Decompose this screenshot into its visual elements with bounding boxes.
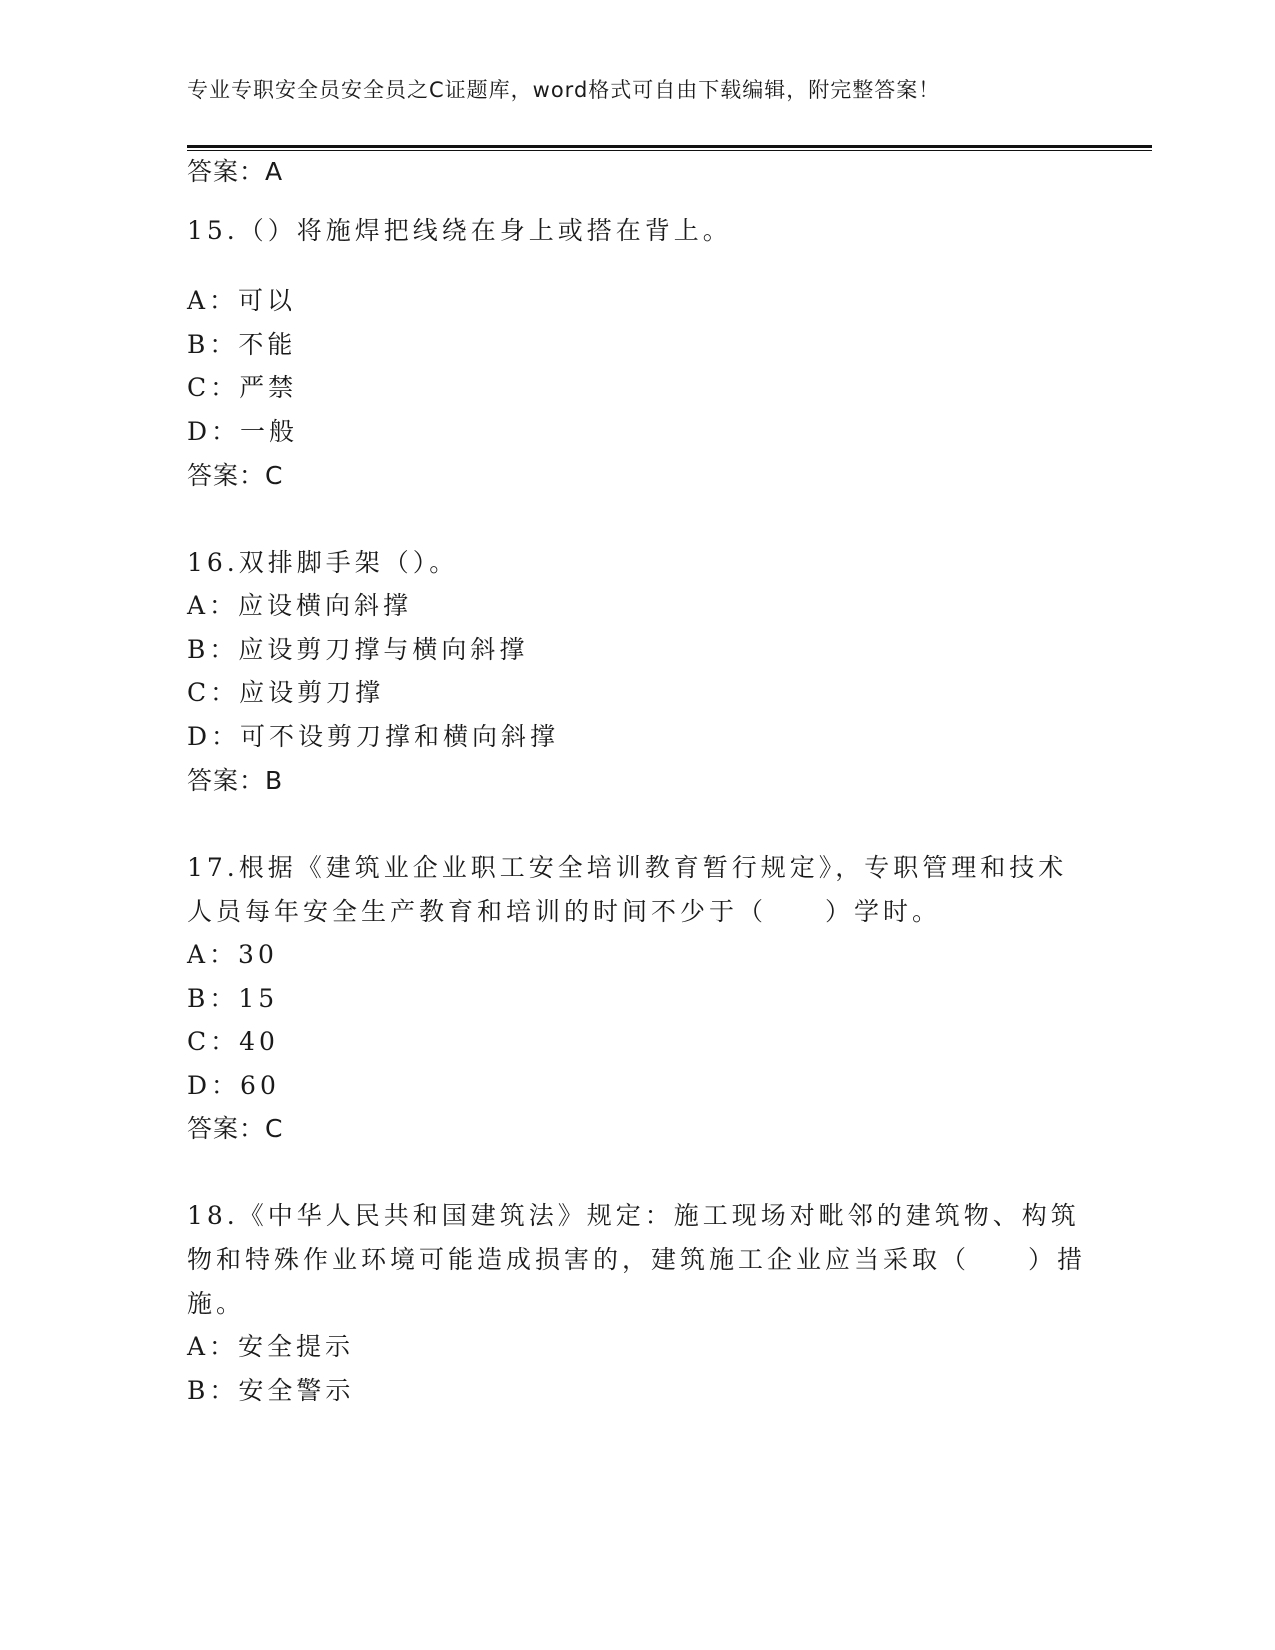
question-16-answer: 答案：B	[187, 766, 284, 795]
question-15-option-c: C：严禁	[187, 373, 298, 402]
question-16-stem: 16.双排脚手架（）。	[187, 548, 459, 577]
question-17-stem-line-1: 17.根据《建筑业企业职工安全培训教育暂行规定》，专职管理和技术	[187, 853, 1068, 882]
answer-prev: 答案：A	[187, 157, 284, 186]
question-17-option-a: A：30	[187, 940, 278, 969]
question-17-stem-line-2: 人员每年安全生产教育和培训的时间不少于（ ）学时。	[187, 897, 942, 926]
question-18-stem-line-2: 物和特殊作业环境可能造成损害的，建筑施工企业应当采取（ ）措	[187, 1245, 1087, 1274]
question-18-option-a: A：安全提示	[187, 1332, 355, 1361]
question-15-answer: 答案：C	[187, 461, 284, 490]
question-17-option-c: C：40	[187, 1027, 279, 1056]
question-18-stem-line-1: 18.《中华人民共和国建筑法》规定：施工现场对毗邻的建筑物、构筑	[187, 1201, 1080, 1230]
question-18-option-b: B：安全警示	[187, 1376, 355, 1405]
question-18-stem-line-3: 施。	[187, 1289, 246, 1318]
question-16-option-c: C：应设剪刀撑	[187, 678, 385, 707]
header-rule-thin	[187, 150, 1152, 151]
question-16-option-d: D：可不设剪刀撑和横向斜撑	[187, 722, 560, 751]
header-rule-thick	[187, 145, 1152, 148]
page-header: 专业专职安全员安全员之C证题库，word格式可自由下载编辑，附完整答案！	[187, 78, 941, 102]
question-15-option-d: D：一般	[187, 417, 299, 446]
question-16-option-b: B：应设剪刀撑与横向斜撑	[187, 635, 529, 664]
question-17-answer: 答案：C	[187, 1114, 284, 1143]
question-16-option-a: A：应设横向斜撑	[187, 591, 413, 620]
question-15-option-b: B：不能	[187, 330, 297, 359]
question-15-option-a: A：可以	[187, 286, 297, 315]
question-17-option-b: B：15	[187, 984, 279, 1013]
question-15-stem: 15.（）将施焊把线绕在身上或搭在背上。	[187, 216, 732, 245]
question-17-option-d: D：60	[187, 1071, 280, 1100]
